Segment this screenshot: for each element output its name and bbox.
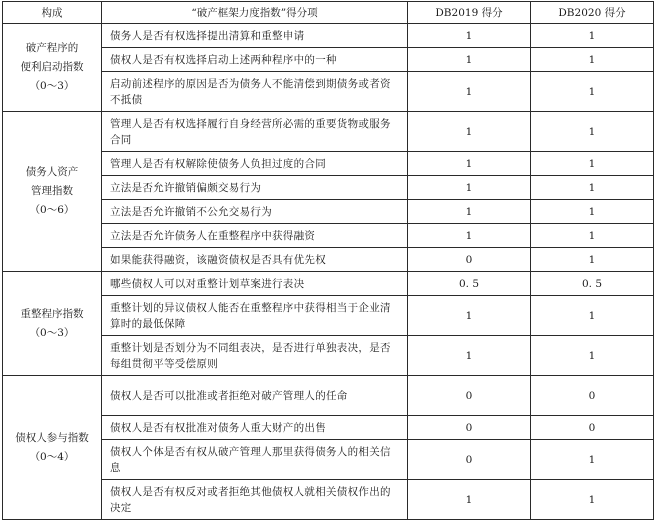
db2019-score: 0 (408, 248, 531, 272)
header-row (3, 2, 654, 24)
item-cell: 启动前述程序的原因是否为债务人不能清偿到期债务或者资不抵债 (102, 72, 408, 112)
db2020-score: 1 (531, 336, 654, 376)
category-name-line: 债权人参与指数 (15, 431, 89, 444)
category-name-line: 债务人资产 (25, 166, 79, 178)
db2020-score: 1 (531, 24, 654, 48)
db2020-score: 1 (531, 112, 654, 152)
db2020-score: 0 (531, 416, 654, 440)
category-name-line: 重整程序指数 (20, 307, 84, 320)
db2019-score: 1 (408, 48, 531, 72)
db2019-score: 0 (408, 416, 531, 440)
item-cell: 立法是否允许债务人在重整程序中获得融资 (102, 224, 408, 248)
category-cell (3, 376, 102, 520)
db2020-score: 1 (531, 200, 654, 224)
db2019-score: 1 (408, 200, 531, 224)
table-row (3, 112, 654, 152)
db2019-score: 1 (408, 152, 531, 176)
db2020-score: 1 (531, 480, 654, 520)
table-body (3, 24, 654, 520)
category-range: （0～4） (29, 450, 75, 463)
bankruptcy-framework-table (2, 1, 654, 520)
db2019-score: 1 (408, 336, 531, 376)
db2020-score: 1 (531, 440, 654, 480)
db2020-score: 1 (531, 224, 654, 248)
item-cell: 债权人是否有权反对或者拒绝其他债权人就相关债权作出的决定 (102, 480, 408, 520)
db2019-score: 1 (408, 224, 531, 248)
db2019-score: 1 (408, 72, 531, 112)
table-row (3, 376, 654, 416)
header-db2020: DB2020 得分 (531, 2, 654, 24)
db2019-score: 1 (408, 24, 531, 48)
item-cell: 重整计划的异议债权人能否在重整程序中获得相当于企业清算时的最低保障 (102, 296, 408, 336)
category-range: （0～3） (29, 80, 75, 92)
db2020-score: 1 (531, 48, 654, 72)
db2020-score: 0 (531, 376, 654, 416)
item-cell: 债权人是否可以批准或者拒绝对破产管理人的任命 (102, 376, 408, 416)
db2019-score: 0. 5 (408, 272, 531, 296)
header-db2019: DB2019 得分 (408, 2, 531, 24)
item-cell: 哪些债权人可以对重整计划草案进行表决 (102, 272, 408, 296)
db2020-score: 1 (531, 296, 654, 336)
category-cell (3, 272, 102, 376)
category-name-line: 便利启动指数 (20, 61, 84, 73)
db2019-score: 0 (408, 440, 531, 480)
db2020-score: 1 (531, 176, 654, 200)
db2019-score: 1 (408, 112, 531, 152)
item-cell: 重整计划是否划分为不同组表决，是否进行单独表决，是否每组贯彻平等受偿原则 (102, 336, 408, 376)
category-cell (3, 24, 102, 112)
item-cell: 债权人个体是否有权从破产管理人那里获得债务人的相关信息 (102, 440, 408, 480)
table-row (3, 272, 654, 296)
header-item: “破产框架力度指数”得分项 (102, 2, 408, 24)
db2020-score: 0. 5 (531, 272, 654, 296)
db2020-score: 1 (531, 72, 654, 112)
db2020-score: 1 (531, 248, 654, 272)
item-cell: 立法是否允许撤销偏颇交易行为 (102, 176, 408, 200)
category-name-line: 管理指数 (31, 185, 73, 197)
item-cell: 管理人是否有权选择履行自身经营所必需的重要货物或服务合同 (102, 112, 408, 152)
category-cell (3, 112, 102, 272)
item-cell: 债权人是否有权选择启动上述两种程序中的一种 (102, 48, 408, 72)
category-name-line: 破产程序的 (25, 42, 79, 54)
item-cell: 立法是否允许撤销不公允交易行为 (102, 200, 408, 224)
item-cell: 管理人是否有权解除使债务人负担过度的合同 (102, 152, 408, 176)
db2019-score: 1 (408, 176, 531, 200)
table-row (3, 24, 654, 48)
item-cell: 债务人是否有权选择提出清算和重整申请 (102, 24, 408, 48)
category-range: （0～6） (29, 204, 75, 216)
db2019-score: 1 (408, 296, 531, 336)
db2020-score: 1 (531, 152, 654, 176)
item-cell: 债权人是否有权批准对债务人重大财产的出售 (102, 416, 408, 440)
db2019-score: 1 (408, 480, 531, 520)
db2019-score: 0 (408, 376, 531, 416)
category-range: （0～3） (29, 326, 75, 339)
item-cell: 如果能获得融资，该融资债权是否具有优先权 (102, 248, 408, 272)
header-category: 构成 (3, 2, 102, 24)
